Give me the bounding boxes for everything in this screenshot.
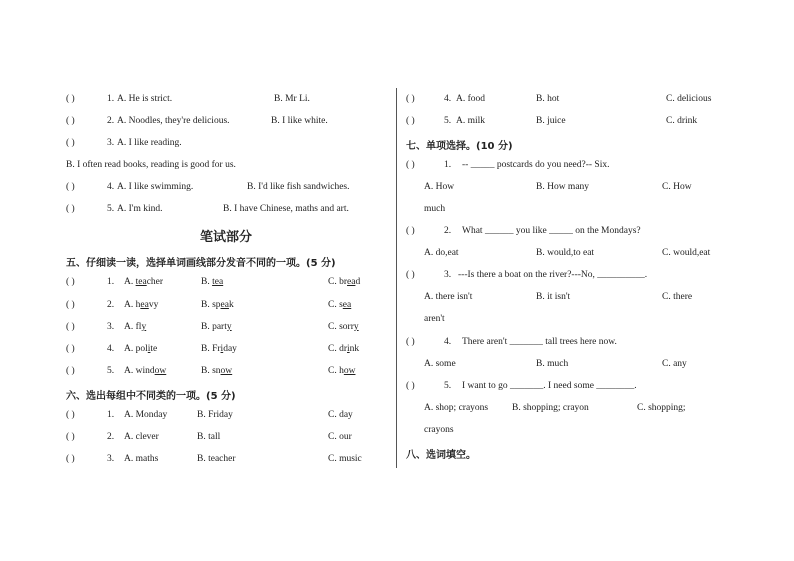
answer-paren: ( )	[66, 182, 75, 192]
option-c: C. shopping;	[637, 403, 686, 413]
answer-paren: ( )	[406, 94, 415, 104]
answer-paren: ( )	[66, 410, 75, 420]
item-number: 3.	[444, 270, 452, 280]
option-a: A. maths	[124, 454, 159, 464]
option-b: B. snow	[201, 366, 233, 376]
item-number: 5.	[444, 116, 452, 126]
answer-paren: ( )	[406, 381, 415, 391]
answer-paren: ( )	[66, 432, 75, 442]
item-number: 4.	[444, 94, 452, 104]
option-b: B. tea	[201, 277, 224, 287]
written-section-title: 笔试部分	[200, 230, 253, 245]
option-a: A. window	[124, 366, 167, 376]
option-a: A. some	[424, 359, 456, 369]
option-c: C. delicious	[666, 94, 712, 104]
option-a: A. food	[456, 94, 486, 104]
question-stem: I want to go _______. I need some ________.	[462, 381, 637, 391]
option-a: A. clever	[124, 432, 159, 442]
option-b: B. much	[536, 359, 569, 369]
option-c: C. would,eat	[662, 248, 711, 258]
option-a: A. How	[424, 182, 455, 192]
sec7-q5-wrap: crayons	[424, 425, 454, 435]
option-c: C. drink	[328, 344, 360, 354]
option-b: B. I'd like fish sandwiches.	[247, 182, 350, 192]
option-a: A. do,eat	[424, 248, 459, 258]
column-divider	[396, 88, 397, 468]
option-b: B. juice	[536, 116, 566, 126]
item-number: 4.	[444, 337, 452, 347]
item-number: 1.	[107, 94, 115, 104]
option-c: C. sorry	[328, 322, 359, 332]
option-c: C. our	[328, 432, 352, 442]
option-c: C. How	[662, 182, 692, 192]
item-number: 5.	[107, 366, 115, 376]
answer-paren: ( )	[406, 270, 415, 280]
section-6-title: 六、选出每组中不同类的一项。(5 分)	[66, 391, 236, 402]
option-a: A. He is strict.	[117, 94, 173, 104]
item-number: 3.	[107, 322, 115, 332]
sec7-q3-wrap: aren't	[424, 314, 445, 324]
answer-paren: ( )	[66, 300, 75, 310]
option-a: A. Noodles, they're delicious.	[117, 116, 230, 126]
question-stem: There aren't _______ tall trees here now.	[462, 337, 617, 347]
item-number: 3.	[107, 138, 115, 148]
option-c: C. music	[328, 454, 362, 464]
option-b: B. Mr Li.	[274, 94, 310, 104]
question-stem: What ______ you like _____ on the Mondays?	[462, 226, 641, 236]
option-c: C. bread	[328, 277, 361, 287]
item-number: 1.	[444, 160, 452, 170]
option-c: C. any	[662, 359, 687, 369]
option-a: A. shop; crayons	[424, 403, 489, 413]
sec7-q1-wrap: much	[424, 204, 446, 214]
option-a: A. there isn't	[424, 292, 473, 302]
answer-paren: ( )	[406, 160, 415, 170]
option-b: B. How many	[536, 182, 590, 192]
option-b: B. I have Chinese, maths and art.	[223, 204, 349, 214]
option-a: A. I'm kind.	[117, 204, 163, 214]
item-number: 3.	[107, 454, 115, 464]
option-a: A. milk	[456, 116, 486, 126]
listen-item-3-option-b: B. I often read books, reading is good for us.	[66, 160, 236, 170]
option-a: A. I like swimming.	[117, 182, 194, 192]
answer-paren: ( )	[66, 344, 75, 354]
option-b: B. I like white.	[271, 116, 328, 126]
answer-paren: ( )	[66, 94, 75, 104]
item-number: 4.	[107, 182, 115, 192]
option-b: B. Friday	[197, 410, 233, 420]
option-c: C. sea	[328, 300, 352, 310]
option-c: C. day	[328, 410, 353, 420]
section-8-title: 八、选词填空。	[406, 450, 476, 461]
item-number: 4.	[107, 344, 115, 354]
section-5-title: 五、仔细读一读，选择单词画线部分发音不同的一项。(5 分)	[66, 258, 336, 269]
question-stem: ---Is there a boat on the river?---No, __________.	[458, 270, 648, 280]
item-number: 2.	[107, 116, 115, 126]
answer-paren: ( )	[406, 226, 415, 236]
option-b: B. hot	[536, 94, 560, 104]
option-b: B. would,to eat	[536, 248, 595, 258]
answer-paren: ( )	[66, 366, 75, 376]
option-a: A. Monday	[124, 410, 168, 420]
option-a: A. fly	[124, 322, 147, 332]
option-a: A. heavy	[124, 300, 159, 310]
answer-paren: ( )	[406, 116, 415, 126]
option-a: A. polite	[124, 344, 158, 354]
option-a: A. teacher	[124, 277, 164, 287]
item-number: 2.	[444, 226, 452, 236]
answer-paren: ( )	[66, 204, 75, 214]
answer-paren: ( )	[66, 277, 75, 287]
option-b: B. teacher	[197, 454, 236, 464]
option-c: C. drink	[666, 116, 698, 126]
item-number: 5.	[107, 204, 115, 214]
item-number: 2.	[107, 300, 115, 310]
question-stem: -- _____ postcards do you need?-- Six.	[462, 160, 610, 170]
option-b: B. Friday	[201, 344, 237, 354]
option-b: B. shopping; crayon	[512, 403, 589, 413]
item-number: 5.	[444, 381, 452, 391]
section-7-title: 七、单项选择。(10 分)	[406, 141, 513, 152]
answer-paren: ( )	[406, 337, 415, 347]
option-a: A. I like reading.	[117, 138, 182, 148]
item-number: 1.	[107, 277, 115, 287]
option-c: C. how	[328, 366, 356, 376]
answer-paren: ( )	[66, 454, 75, 464]
option-b: B. speak	[201, 300, 234, 310]
answer-paren: ( )	[66, 116, 75, 126]
item-number: 2.	[107, 432, 115, 442]
answer-paren: ( )	[66, 138, 75, 148]
option-b: B. party	[201, 322, 232, 332]
option-b: B. tall	[197, 432, 221, 442]
item-number: 1.	[107, 410, 115, 420]
answer-paren: ( )	[66, 322, 75, 332]
option-b: B. it isn't	[536, 292, 571, 302]
option-c: C. there	[662, 292, 693, 302]
